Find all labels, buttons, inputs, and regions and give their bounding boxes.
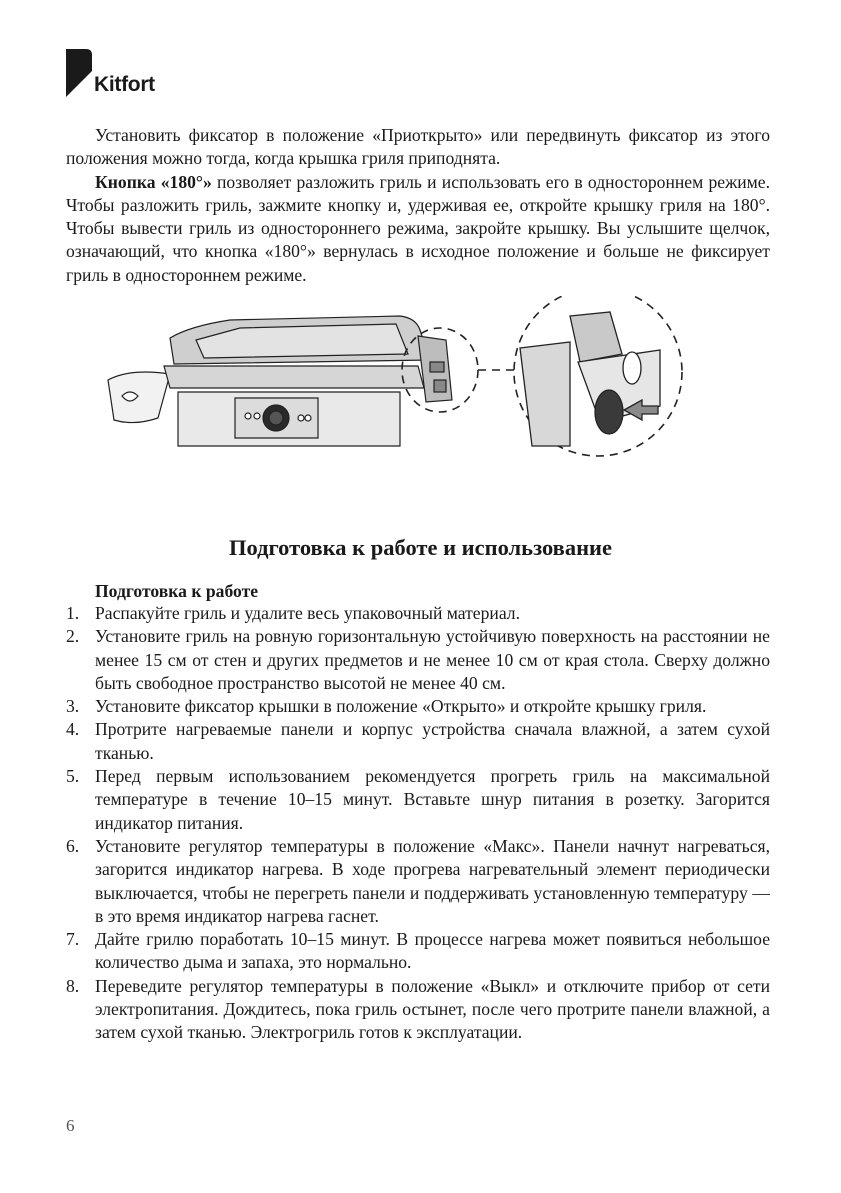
intro-paragraph-2-text: позволяет разложить гриль и использовать его в одностороннем режиме. Чтобы разложить гриль, зажмите кнопку и, удерживая ее, откройте крышку гриля на 180°. Чтобы вывести гриль из одностороннего режима, закройте крышку. Вы услышите щелчок, означающий, что кнопка «180°» вернулась в исходное положение и больше не фиксирует гриль в одностороннем режиме. bbox=[66, 171, 770, 285]
page-number: 6 bbox=[66, 1116, 75, 1135]
step-text: Переведите регулятор температуры в положение «Выкл» и отключите прибор от сети электропитания. Дождитесь, пока гриль остынет, после чего протрите панели влажной, а затем сухой тканью. Электрогриль готов к эксплуатации. bbox=[95, 975, 770, 1043]
hinge-detail bbox=[520, 312, 660, 446]
step-text: Дайте грилю поработать 10–15 минут. В процессе нагрева может появиться небольшое количество дыма и запаха, это нормально. bbox=[95, 929, 770, 973]
step-text: Установите гриль на ровную горизонтальную устойчивую поверхность на расстоянии не менее 15 см от стен и других предметов и не менее 10 см от края стола. Сверху должно быть свободное пространство высотой не менее 40 см. bbox=[95, 626, 770, 693]
step-number: 4. bbox=[66, 719, 80, 740]
step-number: 6. bbox=[66, 835, 80, 856]
intro-text bbox=[66, 124, 770, 287]
list-item bbox=[66, 625, 770, 695]
step-number: 2. bbox=[66, 626, 80, 647]
step-number: 1. bbox=[66, 603, 80, 623]
intro-paragraph-2 bbox=[66, 171, 770, 287]
section-subtitle: Подготовка к работе bbox=[95, 581, 259, 601]
kitfort-logo-icon bbox=[66, 49, 92, 97]
brand-name: Kitfort bbox=[94, 73, 155, 96]
step-text: Протрите нагреваемые панели и корпус устройства сначала влажной, а затем сухой тканью. bbox=[95, 719, 770, 763]
list-item bbox=[66, 718, 770, 765]
button-180-term: Кнопка «180°» bbox=[95, 171, 212, 192]
list-item bbox=[66, 602, 770, 625]
step-number: 7. bbox=[66, 929, 80, 950]
grill-drawing bbox=[108, 316, 452, 446]
brand-logo bbox=[66, 49, 155, 97]
list-item bbox=[66, 928, 770, 975]
grill-illustration bbox=[100, 296, 690, 468]
list-item bbox=[66, 765, 770, 835]
step-text: Установите регулятор температуры в положение «Макс». Панели начнут нагреваться, загорится индикатор нагрева. В ходе прогрева нагревательный элемент периодически выключается, чтобы не перегреть панели и поддерживать установленную температуру — в это время индикатор нагрева гаснет. bbox=[95, 835, 770, 926]
list-item bbox=[66, 975, 770, 1045]
step-number: 8. bbox=[66, 975, 80, 996]
list-item bbox=[66, 835, 770, 928]
section-title: Подготовка к работе и использование bbox=[228, 535, 612, 560]
step-text: Распакуйте гриль и удалите весь упаковочный материал. bbox=[95, 603, 520, 623]
steps-list bbox=[66, 602, 770, 1045]
step-text: Установите фиксатор крышки в положение «Открыто» и откройте крышку гриля. bbox=[95, 696, 707, 717]
step-number: 5. bbox=[66, 766, 80, 787]
step-number: 3. bbox=[66, 696, 80, 717]
list-item bbox=[66, 695, 770, 718]
intro-paragraph-1: Установить фиксатор в положение «Приоткрыто» или передвинуть фиксатор из этого положения можно тогда, когда крышка гриля приподнята. bbox=[66, 125, 770, 169]
step-text: Перед первым использованием рекомендуется прогреть гриль на максимальной температуре в течение 10–15 минут. Вставьте шнур питания в розетку. Загорится индикатор питания. bbox=[95, 766, 770, 833]
